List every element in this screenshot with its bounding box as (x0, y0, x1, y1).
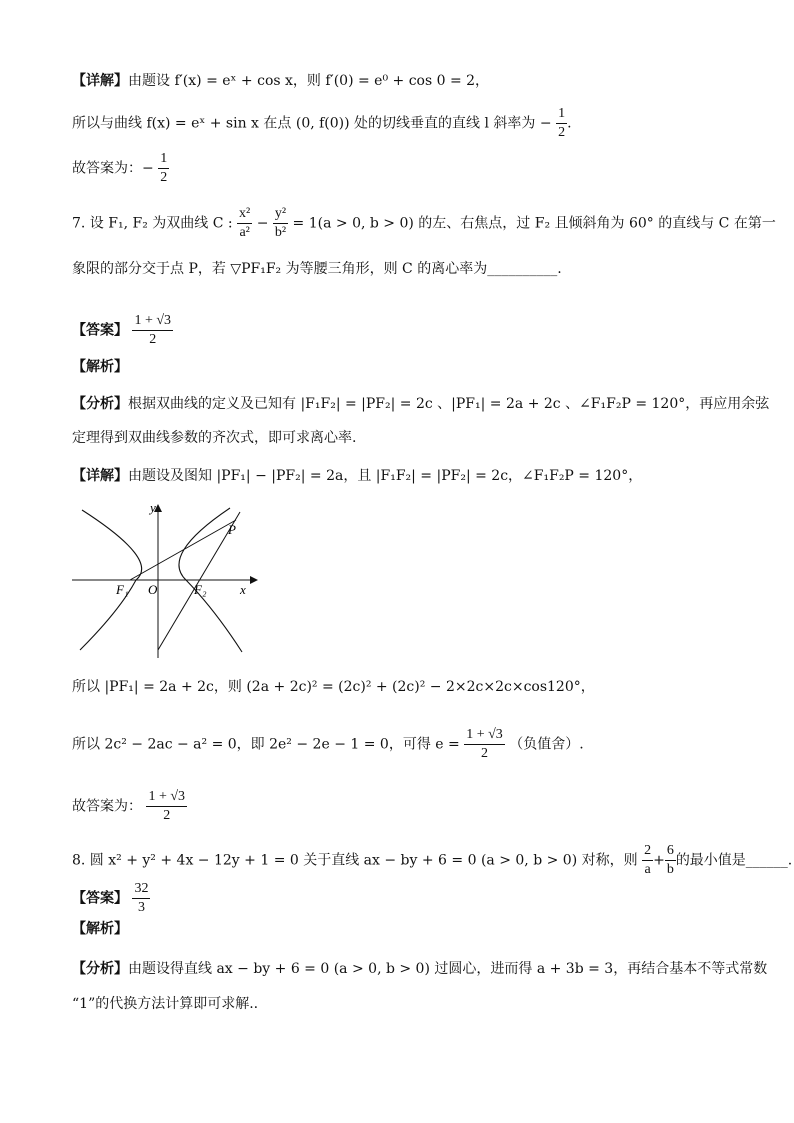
solution-2-post: （负值舍）. (509, 736, 584, 753)
analysis-8-tag (72, 918, 128, 940)
answer-8-num: 32 (132, 880, 150, 899)
label-p: P (228, 522, 236, 537)
fenxi-8-text-1: 由题设得直线 ax − by + 6 = 0 (a > 0, b > 0) 过圆心，进而得 a + 3b = 3，再结合基本不等式常数 (128, 961, 768, 977)
q8-fraction-b-den: b (666, 862, 674, 877)
xiangjie-7-text: 由题设及图知 |PF₁| − |PF₂| = 2a，且 |F₁F₂| = |PF₂| = 2c，∠F₁F₂P = 120°， (128, 468, 643, 484)
slope-line (72, 105, 572, 142)
q8-fraction-a (642, 842, 653, 879)
answer-line-7 (72, 788, 187, 825)
answer-7b-num: 1 + √3 (146, 788, 187, 807)
q8-plus: + (653, 852, 665, 869)
answer-line-6 (72, 150, 169, 187)
fenxi-7-text-1: 根据双曲线的定义及已知有 |F₁F₂| = |PF₂| = 2c 、|PF₁| = 2a + 2c 、∠F₁F₂P = 120°，再应用余弦 (128, 396, 770, 412)
q8-fraction-b-num: 6 (665, 842, 676, 861)
q7-minus: − (252, 215, 273, 232)
answer-7-tag: 【答案】 (72, 322, 128, 339)
xiangjie-7 (72, 465, 642, 487)
solution-line-2 (72, 726, 584, 763)
fenxi-7-tag: 【分析】 (72, 396, 128, 412)
answer-6-text: 故答案为：− (72, 160, 154, 177)
answer-8-tag: 【答案】 (72, 890, 128, 907)
detail-tag: 【详解】 (72, 73, 128, 89)
slope-fraction-num: 1 (556, 105, 567, 124)
q8-fraction-b (665, 842, 676, 879)
jiexi-8: 【解析】 (72, 921, 128, 937)
answer-7b-den: 2 (163, 808, 171, 823)
fenxi-8-line-1 (72, 958, 767, 980)
answer-6-fraction (158, 150, 169, 187)
answer-7-num: 1 + √3 (132, 312, 173, 331)
solution-2-num: 1 + √3 (464, 726, 505, 745)
answer-6-num: 1 (158, 150, 169, 169)
answer-7 (72, 312, 173, 349)
solution-2-fraction (464, 726, 505, 763)
fenxi-8-tag: 【分析】 (72, 961, 128, 977)
answer-7b-text: 故答案为： (72, 798, 142, 815)
q7-fraction-x-den: a² (239, 225, 250, 240)
q7-fraction-x-num: x² (237, 205, 252, 224)
hyperbola-figure (70, 500, 260, 660)
label-x: x (240, 582, 246, 597)
analysis-7-tag (72, 356, 128, 378)
q8-post: 的最小值是______. (675, 852, 793, 869)
q7-fraction-x (237, 205, 252, 242)
solution-line-1: 所以 |PF₁| = 2a + 2c，则 (2a + 2c)² = (2c)² + (2c)² − 2×2c×2c×cos120°， (72, 679, 595, 695)
label-y: y (150, 500, 156, 515)
solution-2-pre: 所以 2c² − 2ac − a² = 0，即 2e² − 2e − 1 = 0，可得 e = (72, 736, 460, 753)
q7-fraction-y-den: b² (274, 225, 287, 240)
solution-2-den: 2 (480, 746, 488, 761)
label-o: O (148, 582, 158, 597)
question-8 (72, 842, 792, 879)
answer-7b-fraction (146, 788, 187, 825)
detail-text: 由题设 f′(x) = eˣ + cos x，则 f′(0) = e⁰ + cos 0 = 2， (128, 73, 490, 89)
fenxi-7-line-2: 定理得到双曲线参数的齐次式，即可求离心率. (72, 430, 357, 446)
slope-fraction-den: 2 (558, 125, 566, 140)
x-axis-arrow (250, 576, 258, 584)
q8-fraction-a-den: a (644, 862, 651, 877)
question-7-line-1 (72, 205, 776, 242)
question-7-line-2: 象限的部分交于点 P，若 ▽PF₁F₂ 为等腰三角形，则 C 的离心率为__________. (72, 261, 562, 277)
q7-fraction-y (273, 205, 288, 242)
answer-7-fraction (132, 312, 173, 349)
fenxi-7-line-1 (72, 393, 769, 415)
fenxi-8-line-2: “1”的代换方法计算即可求解.. (72, 996, 259, 1012)
q7-fraction-y-num: y² (273, 205, 288, 224)
line-f1-p (130, 520, 236, 580)
q8-pre: 8. 圆 x² + y² + 4x − 12y + 1 = 0 关于直线 ax − by + 6 = 0 (a > 0, b > 0) 对称，则 (72, 852, 638, 869)
q7-pre: 7. 设 F₁, F₂ 为双曲线 C : (72, 215, 233, 232)
answer-8-fraction (132, 880, 150, 917)
detail-line-1 (72, 70, 489, 92)
answer-6-den: 2 (160, 170, 168, 185)
slope-fraction (556, 105, 567, 142)
answer-8 (72, 880, 150, 917)
answer-7-den: 2 (149, 332, 157, 347)
slope-text: 所以与曲线 f(x) = eˣ + sin x 在点 (0, f(0)) 处的切线垂直的直线 l 斜率为 − (72, 115, 552, 132)
slope-end: . (567, 115, 572, 132)
label-f2: F₂ (194, 582, 207, 597)
jiexi-7: 【解析】 (72, 359, 128, 375)
q8-fraction-a-num: 2 (642, 842, 653, 861)
label-f1: F₁ (116, 582, 129, 597)
xiangjie-7-tag: 【详解】 (72, 468, 128, 484)
q7-post: = 1(a > 0, b > 0) 的左、右焦点，过 F₂ 且倾斜角为 60° 的直线与 C 在第一 (288, 215, 776, 232)
answer-8-den: 3 (137, 900, 145, 915)
